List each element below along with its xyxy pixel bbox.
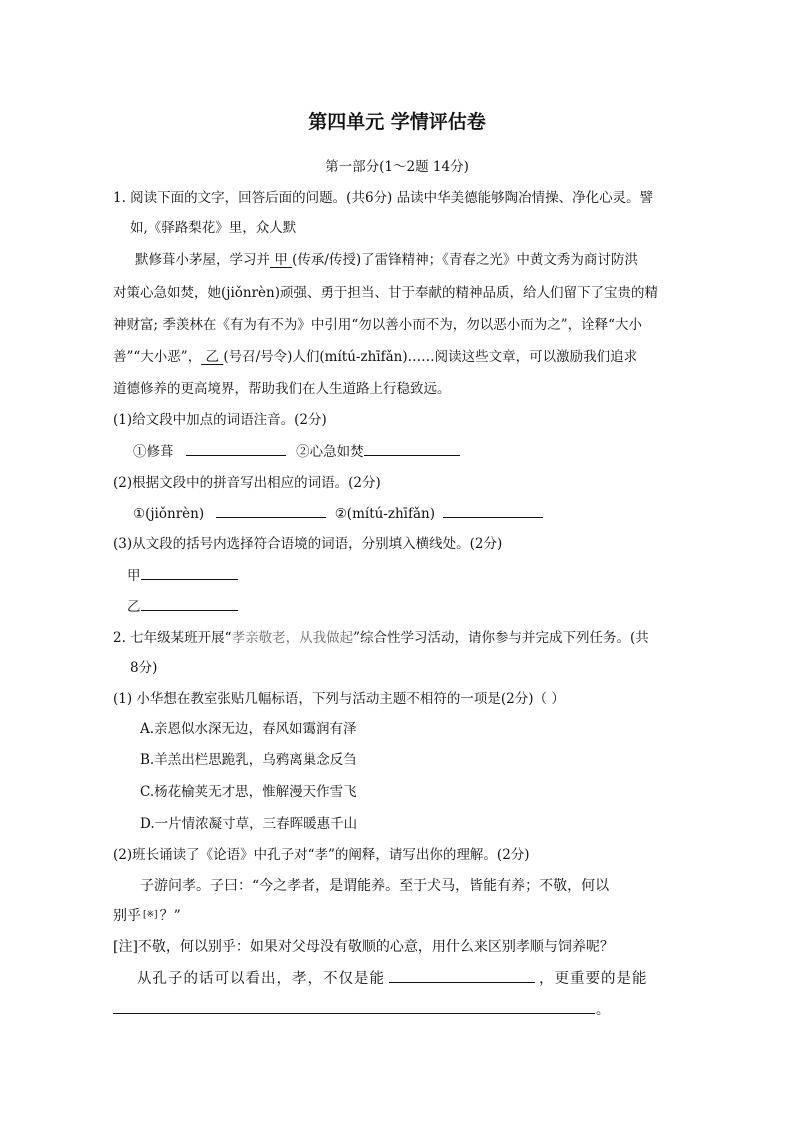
answer-blank[interactable] xyxy=(443,503,543,518)
q1-intro-line1: 1. 阅读下面的文字，回答后面的问题。(共6分) 品读中华美德能够陶冶情操、净化心灵。譬 xyxy=(113,190,654,206)
q2-text: 2. 七年级某班开展“ xyxy=(113,630,232,646)
part-header: 第一部分(1～2题 14分) xyxy=(325,159,469,175)
item-label: ②心急如焚 xyxy=(296,444,364,460)
analects-quote-line2 xyxy=(113,905,181,926)
q2-sub2-prompt: (2)班长诵读了《论语》中孔子对“孝”的阐释，请写出你的理解。(2分) xyxy=(113,847,530,863)
q2-option-d[interactable]: D.一片情浓凝寸草，三春晖暖惠千山 xyxy=(140,816,358,832)
activity-theme: 孝亲敬老，从我做起 xyxy=(231,630,354,646)
q1-intro-line2: 如,《驿路梨花》里，众人默 xyxy=(130,220,297,236)
answer-blank[interactable] xyxy=(141,596,238,611)
q2-intro-line1 xyxy=(113,628,649,648)
answer-blank[interactable] xyxy=(389,968,535,983)
item-label: ①修葺 xyxy=(133,444,174,460)
page-title: 第四单元 学情评估卷 xyxy=(308,111,486,133)
q1-sub2-prompt: (2)根据文段中的拼音写出相应的词语。(2分) xyxy=(113,475,381,491)
q1-passage-line5: 道德修养的更高境界，帮助我们在人生道路上行稳致远。 xyxy=(113,381,451,397)
q1-sub2-items xyxy=(133,503,543,524)
item-label: ①(jiǒnrèn) xyxy=(133,506,205,522)
q2-text: ”综合性学习活动，请你参与并完成下列任务。(共 xyxy=(353,630,649,646)
answer-blank[interactable] xyxy=(216,503,326,518)
q1-sub1-prompt: (1)给文段中加点的词语注音。(2分) xyxy=(113,412,327,428)
answer-blank[interactable] xyxy=(186,441,286,456)
passage-text: (传承/传授)了雷锋精神；《青春之光》中黄文秀为商讨防洪 xyxy=(292,252,638,268)
answer-text: ，更重要的是能 xyxy=(539,971,648,987)
analects-quote-line1: 子游问孝。子曰：“今之孝者，是谓能养。至于犬马，皆能有养；不敬，何以 xyxy=(140,878,610,894)
q2-sub1-prompt: (1) 小华想在教室张贴几幅标语，下列与活动主题不相符的一项是(2分)（ ） xyxy=(113,691,565,707)
passage-text: 默修葺小茅屋，学习并 xyxy=(135,252,270,268)
answer-end: 。 xyxy=(596,1002,610,1018)
q1-sub3-yi xyxy=(127,596,238,617)
item-label: 甲 xyxy=(127,568,141,584)
note-marker: [※] xyxy=(143,910,158,920)
answer-blank[interactable] xyxy=(141,565,238,580)
q2-option-c[interactable]: C.杨花榆荚无才思，惟解漫天作雪飞 xyxy=(140,784,357,800)
item-label: 乙 xyxy=(127,599,141,615)
passage-text: (号召/号令)人们(mítú-zhīfǎn)……阅读这些文章，可以激励我们追求 xyxy=(223,349,638,365)
q2-intro-line2: 8分) xyxy=(130,660,158,676)
answer-blank[interactable] xyxy=(364,441,460,456)
q1-passage-line1 xyxy=(135,250,638,270)
q1-passage-line3: 神财富; 季羡林在《有为有不为》中引用“勿以善小而不为，勿以恶小而为之”，诠释“大小 xyxy=(113,317,643,333)
q1-passage-line4 xyxy=(113,347,637,367)
q1-sub3-jia xyxy=(127,565,238,586)
item-label: ②(mítú-zhīfǎn) xyxy=(334,506,436,522)
quote-text: ？” xyxy=(159,908,181,924)
answer-text: 从孔子的话可以看出，孝，不仅是能 xyxy=(137,971,385,987)
answer-blank-long[interactable] xyxy=(113,1013,595,1014)
q2-option-a[interactable]: A.亲恩似水深无边，春风如霭润有泽 xyxy=(140,721,357,737)
q2-option-b[interactable]: B.羊羔出栏思跪乳，乌鸦离巢念反刍 xyxy=(140,752,357,768)
q1-passage-line2: 对策心急如焚，她(jiǒnrèn)顽强、勇于担当、甘于奉献的精神品质，给人们留下了宝贵的精 xyxy=(113,285,658,301)
answer-line1 xyxy=(137,968,677,989)
blank-yi-label: 乙 xyxy=(205,349,220,365)
quote-text: 别乎 xyxy=(113,908,141,924)
blank-jia-label: 甲 xyxy=(274,252,288,268)
q1-sub3-prompt: (3)从文段的括号内选择符合语境的词语，分别填入横线处。(2分) xyxy=(113,536,503,552)
passage-text: 善”“大小恶”， xyxy=(113,349,202,365)
q1-sub1-items xyxy=(133,441,460,462)
quote-note: [注]不敬，何以别乎：如果对父母没有敬顺的心意，用什么来区别孝顺与饲养呢？ xyxy=(113,939,614,955)
